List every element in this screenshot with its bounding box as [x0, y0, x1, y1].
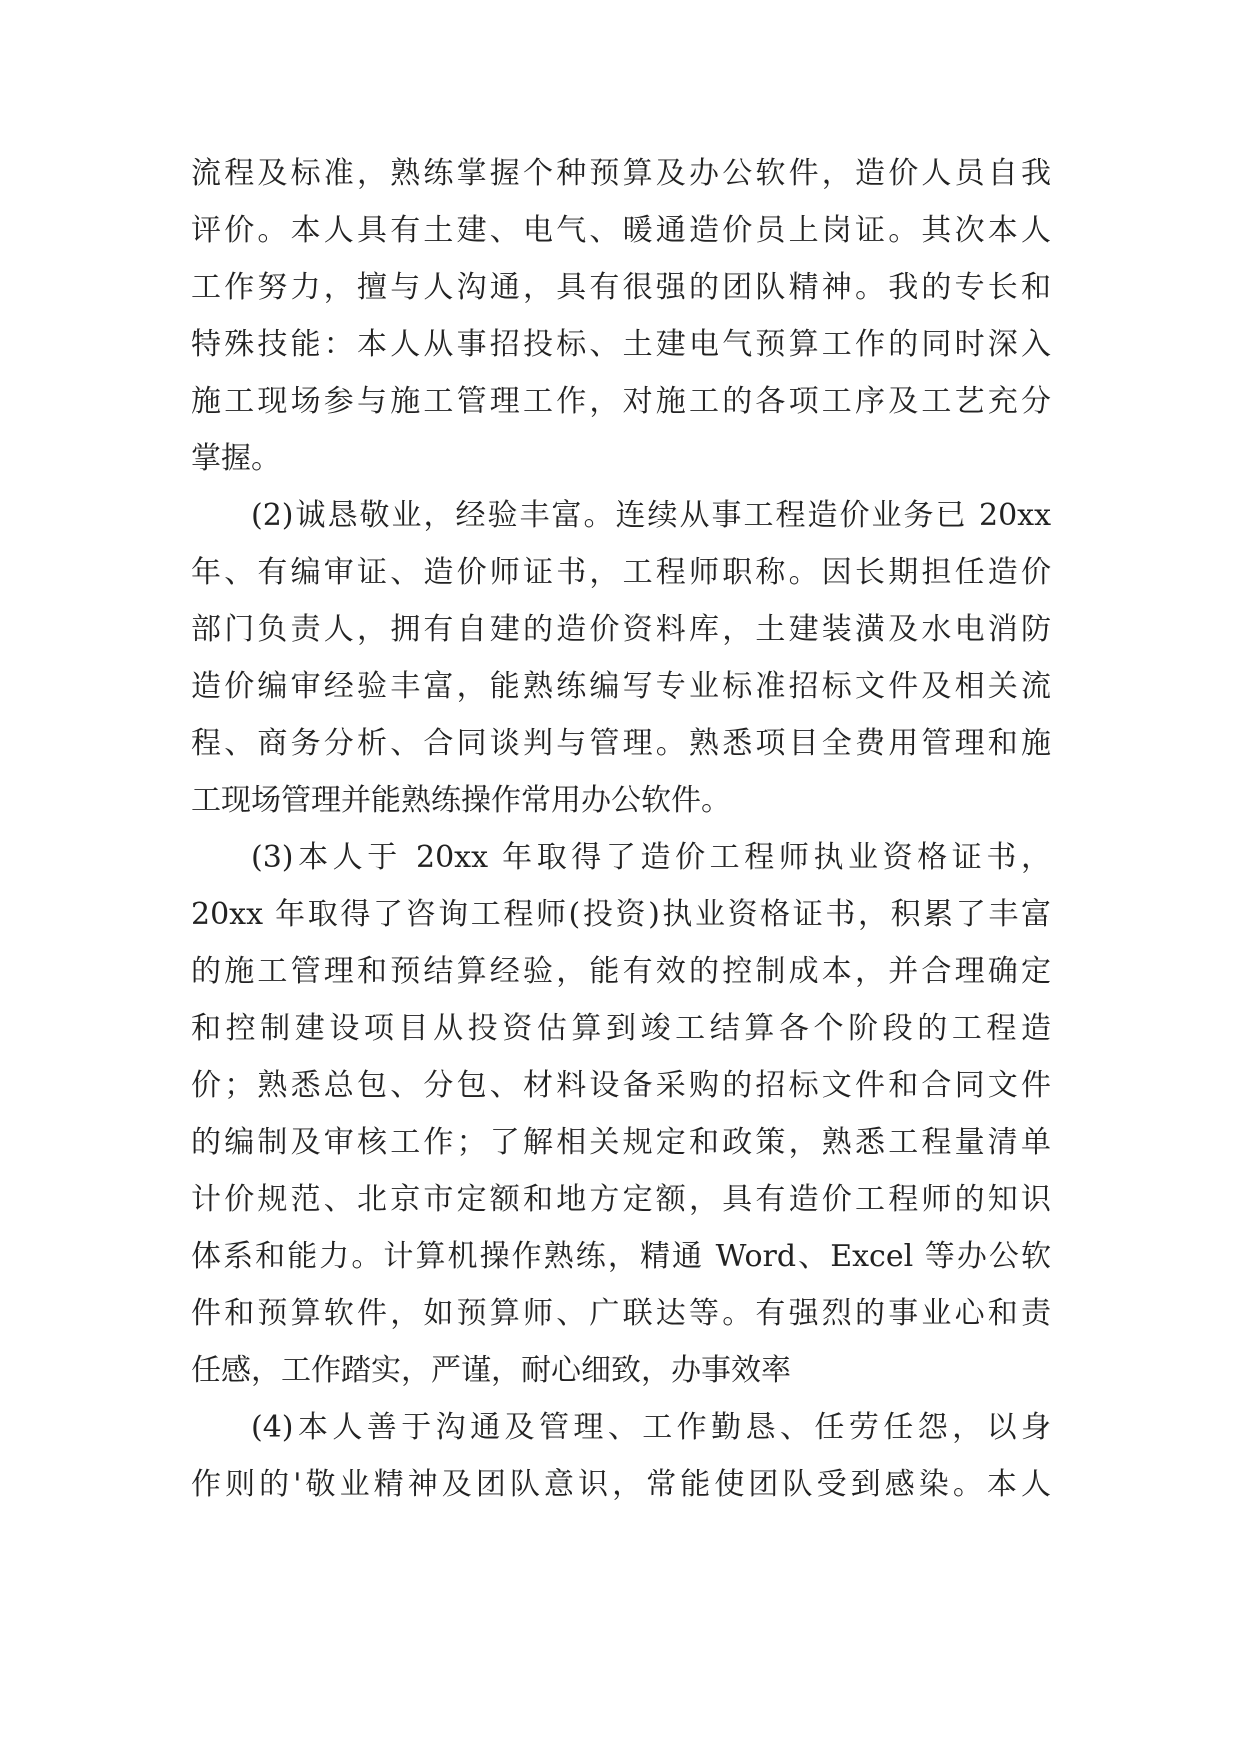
text-line: 件和预算软件，如预算师、广联达等。有强烈的事业心和责: [191, 1296, 1051, 1331]
text-line: 和控制建设项目从投资估算到竣工结算各个阶段的工程造: [191, 1011, 1051, 1046]
text-line: 年、有编审证、造价师证书，工程师职称。因长期担任造价: [191, 555, 1051, 590]
text-line: 掌握。: [191, 441, 281, 476]
text-line: 评价。本人具有土建、电气、暖通造价员上岗证。其次本人: [191, 213, 1051, 248]
text-line: 特殊技能：本人从事招投标、土建电气预算工作的同时深入: [191, 327, 1051, 362]
text-line: 造价编审经验丰富，能熟练编写专业标准招标文件及相关流: [191, 669, 1051, 704]
text-line: 任感，工作踏实，严谨，耐心细致，办事效率: [191, 1353, 791, 1388]
text-line: 工现场管理并能熟练操作常用办公软件。: [191, 783, 731, 818]
text-line: 价；熟悉总包、分包、材料设备采购的招标文件和合同文件: [191, 1068, 1051, 1103]
text-line: 施工现场参与施工管理工作，对施工的各项工序及工艺充分: [191, 384, 1051, 419]
text-line: 计价规范、北京市定额和地方定额，具有造价工程师的知识: [191, 1182, 1051, 1217]
text-line: 流程及标准，熟练掌握个种预算及办公软件，造价人员自我: [191, 156, 1051, 191]
text-line: 的施工管理和预结算经验，能有效的控制成本，并合理确定: [191, 954, 1051, 989]
text-line: 的编制及审核工作；了解相关规定和政策，熟悉工程量清单: [191, 1125, 1051, 1160]
text-line: 工作努力，擅与人沟通，具有很强的团队精神。我的专长和: [191, 270, 1051, 305]
paragraph-first-line: (3)本人于 20xx 年取得了造价工程师执业资格证书，: [251, 840, 1051, 875]
text-line: 程、商务分析、合同谈判与管理。熟悉项目全费用管理和施: [191, 726, 1051, 761]
paragraph-first-line: (4)本人善于沟通及管理、工作勤恳、任劳任怨，以身: [251, 1410, 1051, 1445]
text-line: 作则的'敬业精神及团队意识，常能使团队受到感染。本人: [191, 1467, 1051, 1502]
paragraph-first-line: (2)诚恳敬业，经验丰富。连续从事工程造价业务已 20xx: [251, 498, 1051, 533]
text-line: 体系和能力。计算机操作熟练，精通 Word、Excel 等办公软: [191, 1239, 1051, 1274]
text-line: 部门负责人，拥有自建的造价资料库，土建装潢及水电消防: [191, 612, 1051, 647]
text-line: 20xx 年取得了咨询工程师(投资)执业资格证书，积累了丰富: [191, 897, 1051, 932]
